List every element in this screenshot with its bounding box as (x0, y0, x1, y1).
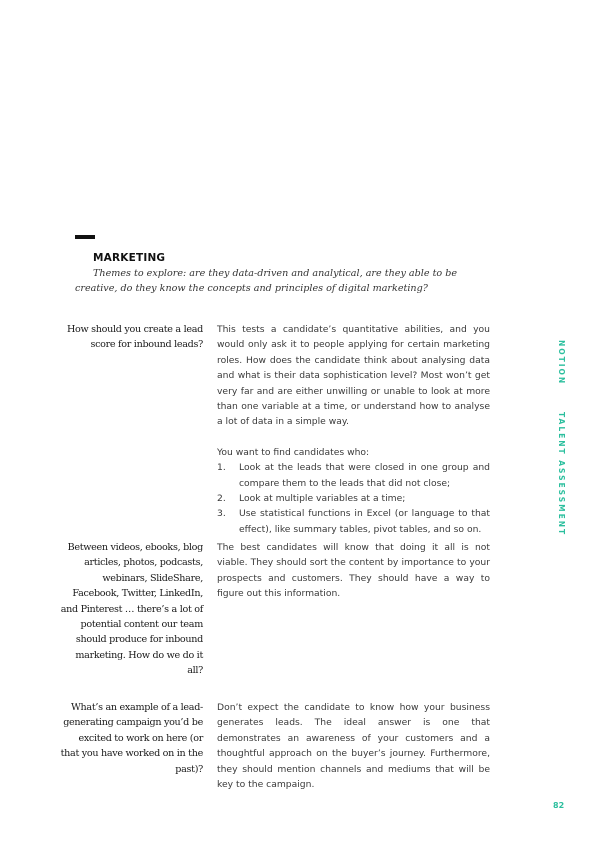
answer-paragraph: You want to find candidates who: (217, 446, 370, 458)
qa-item (60, 322, 490, 537)
section-intro: Themes to explore: are they data-driven and analytical, are they able to be creative, do they know the concepts and principles of digital marketing? (75, 268, 458, 294)
answer-paragraph: Don’t expect the candidate to know how your business generates leads. The ideal answer is one that demonstrates an awareness of your customers and a thoughtful approach on the buyer’s journey. Furthermore, they should mention channels and mediums that will be key to the campaign. (217, 702, 490, 791)
list-text: Look at multiple variables at a time; (239, 493, 406, 505)
qa-item (60, 700, 490, 792)
section-title: MARKETING (93, 252, 166, 264)
list-text: Use statistical functions in Excel (or language to that effect), like summary tables, pivot tables, and so on. (239, 508, 490, 535)
list-number: 3. (217, 508, 226, 520)
list-item (217, 491, 490, 506)
section-divider-bar (75, 235, 95, 239)
answer-paragraph: The best candidates will know that doing it all is not viable. They should sort the content by importance to your prospects and customers. They should have a way to figure out this information. (217, 542, 490, 600)
list-number: 1. (217, 462, 226, 474)
list-text: Look at the leads that were closed in one group and compare them to the leads that did not close; (239, 462, 490, 489)
list-item (217, 460, 490, 491)
sidebar-brand-label: NOTION (557, 340, 566, 386)
list-item (217, 506, 490, 537)
answer-block (217, 540, 490, 679)
qa-item (60, 540, 490, 679)
criteria-list (217, 460, 490, 537)
question-text: Between videos, ebooks, blog articles, photos, podcasts, webinars, SlideShare, Facebook, Twitter, LinkedIn, and Pinterest … there’s a lot of potential content our team should produce for inbound marketing. How do we do it all? (60, 542, 203, 677)
answer-block (217, 322, 490, 537)
answer-block (217, 700, 490, 792)
answer-paragraph: This tests a candidate’s quantitative abilities, and you would only ask it to people applying for certain marketing roles. How does the candidate think about analysing data and what is their data sophistication level? Most won’t get very far and are either unwilling or unable to look at more than one variable at a time, or understand how to analyse a lot of data in a simple way. (217, 324, 490, 428)
page-number: 82 (553, 801, 565, 810)
sidebar-document-title: TALENT ASSESSMENT (557, 412, 566, 537)
question-text: What’s an example of a lead-generating campaign you’d be excited to work on here (or that you have worked on in the past)? (60, 702, 203, 775)
question-text: How should you create a lead score for inbound leads? (66, 324, 203, 351)
list-number: 2. (217, 493, 226, 505)
